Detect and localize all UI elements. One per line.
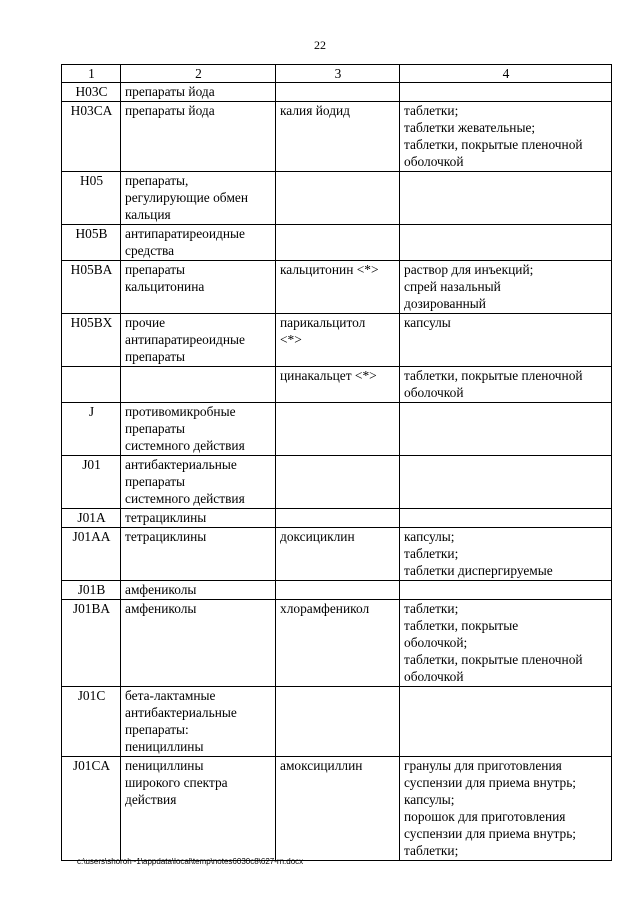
group-line: средства bbox=[125, 243, 175, 258]
dosage-forms-line: порошок для приготовления bbox=[404, 809, 566, 824]
column-header: 3 bbox=[276, 65, 400, 83]
drug-name-cell bbox=[276, 225, 400, 261]
table-row bbox=[62, 367, 612, 403]
group-line: регулирующие обмен bbox=[125, 190, 249, 205]
group-line: препараты bbox=[125, 421, 186, 436]
group-line: антибактериальные bbox=[125, 457, 237, 472]
drug-name-cell bbox=[276, 581, 400, 600]
atc-code-cell: H05B bbox=[62, 225, 121, 261]
atc-code-cell: J01A bbox=[62, 509, 121, 528]
dosage-forms-cell bbox=[400, 83, 612, 102]
table-row bbox=[62, 509, 612, 528]
dosage-forms-line: таблетки; bbox=[404, 546, 459, 561]
drug-name-cell bbox=[276, 314, 400, 367]
atc-code-cell: J01B bbox=[62, 581, 121, 600]
group-line: антипаратиреоидные bbox=[125, 226, 245, 241]
group-cell bbox=[121, 600, 276, 687]
atc-code-cell: H05BX bbox=[62, 314, 121, 367]
drug-name-cell bbox=[276, 83, 400, 102]
group-line: пенициллины bbox=[125, 758, 204, 773]
drug-name-line: калия йодид bbox=[280, 103, 350, 118]
dosage-forms-line: таблетки; bbox=[404, 601, 459, 616]
group-cell bbox=[121, 225, 276, 261]
drug-name-cell bbox=[276, 687, 400, 757]
drug-name-line: хлорамфеникол bbox=[280, 601, 370, 616]
dosage-forms-line: таблетки; bbox=[404, 103, 459, 118]
group-line: тетрациклины bbox=[125, 529, 207, 544]
group-cell bbox=[121, 83, 276, 102]
drug-name-line: парикальцитол bbox=[280, 315, 366, 330]
drug-name-line: <*> bbox=[280, 332, 302, 347]
group-line: антипаратиреоидные bbox=[125, 332, 245, 347]
group-line: препараты bbox=[125, 474, 186, 489]
dosage-forms-cell bbox=[400, 456, 612, 509]
dosage-forms-line: таблетки, покрытые пленочной bbox=[404, 137, 583, 152]
page-number: 22 bbox=[314, 38, 326, 52]
table-row bbox=[62, 225, 612, 261]
group-line: препараты: bbox=[125, 722, 189, 737]
group-cell bbox=[121, 509, 276, 528]
group-line: противомикробные bbox=[125, 404, 236, 419]
group-line: кальцитонина bbox=[125, 279, 205, 294]
dosage-forms-cell bbox=[400, 314, 612, 367]
dosage-forms-cell bbox=[400, 600, 612, 687]
dosage-forms-cell bbox=[400, 509, 612, 528]
dosage-forms-line: оболочкой bbox=[404, 154, 464, 169]
dosage-forms-line: капсулы; bbox=[404, 529, 455, 544]
group-cell bbox=[121, 528, 276, 581]
atc-code-cell: J01C bbox=[62, 687, 121, 757]
dosage-forms-line: таблетки диспергируемые bbox=[404, 563, 553, 578]
group-line: амфениколы bbox=[125, 582, 197, 597]
table-row bbox=[62, 403, 612, 456]
dosage-forms-line: дозированный bbox=[404, 296, 486, 311]
group-cell bbox=[121, 403, 276, 456]
table-row bbox=[62, 528, 612, 581]
group-line: антибактериальные bbox=[125, 705, 237, 720]
drug-name-cell bbox=[276, 172, 400, 225]
column-header: 1 bbox=[62, 65, 121, 83]
dosage-forms-line: спрей назальный bbox=[404, 279, 501, 294]
group-cell bbox=[121, 687, 276, 757]
group-cell bbox=[121, 367, 276, 403]
dosage-forms-line: таблетки жевательные; bbox=[404, 120, 536, 135]
dosage-forms-cell bbox=[400, 687, 612, 757]
table-row bbox=[62, 314, 612, 367]
drug-name-cell bbox=[276, 403, 400, 456]
atc-code-cell: H03CA bbox=[62, 102, 121, 172]
drug-name-line: кальцитонин <*> bbox=[280, 262, 379, 277]
dosage-forms-line: суспензии для приема внутрь; bbox=[404, 775, 577, 790]
group-cell bbox=[121, 102, 276, 172]
drug-name-cell bbox=[276, 456, 400, 509]
dosage-forms-line: таблетки, покрытые пленочной bbox=[404, 368, 583, 383]
atc-code-cell: H03C bbox=[62, 83, 121, 102]
group-line: пенициллины bbox=[125, 739, 204, 754]
drug-name-cell bbox=[276, 367, 400, 403]
group-cell bbox=[121, 261, 276, 314]
table-row bbox=[62, 102, 612, 172]
drug-name-cell bbox=[276, 757, 400, 861]
group-line: широкого спектра bbox=[125, 775, 228, 790]
dosage-forms-line: капсулы; bbox=[404, 792, 455, 807]
table-row bbox=[62, 757, 612, 861]
medicines-table bbox=[61, 64, 612, 861]
atc-code-cell bbox=[62, 367, 121, 403]
column-header: 4 bbox=[400, 65, 612, 83]
drug-name-cell bbox=[276, 102, 400, 172]
group-line: препараты, bbox=[125, 173, 189, 188]
dosage-forms-line: таблетки; bbox=[404, 843, 459, 858]
dosage-forms-cell bbox=[400, 102, 612, 172]
dosage-forms-cell bbox=[400, 528, 612, 581]
drug-name-line: цинакальцет <*> bbox=[280, 368, 377, 383]
group-line: препараты bbox=[125, 349, 186, 364]
group-cell bbox=[121, 314, 276, 367]
dosage-forms-line: таблетки, покрытые bbox=[404, 618, 519, 633]
dosage-forms-line: гранулы для приготовления bbox=[404, 758, 562, 773]
dosage-forms-line: оболочкой bbox=[404, 669, 464, 684]
table-header-row bbox=[62, 65, 612, 83]
drug-name-cell bbox=[276, 600, 400, 687]
group-line: действия bbox=[125, 792, 177, 807]
table-row bbox=[62, 456, 612, 509]
atc-code-cell: J01BA bbox=[62, 600, 121, 687]
group-line: системного действия bbox=[125, 438, 245, 453]
atc-code-cell: J01CA bbox=[62, 757, 121, 861]
group-line: системного действия bbox=[125, 491, 245, 506]
dosage-forms-cell bbox=[400, 225, 612, 261]
group-line: препараты йода bbox=[125, 103, 215, 118]
column-header: 2 bbox=[121, 65, 276, 83]
group-line: бета-лактамные bbox=[125, 688, 216, 703]
dosage-forms-line: оболочкой; bbox=[404, 635, 468, 650]
dosage-forms-line: суспензии для приема внутрь; bbox=[404, 826, 577, 841]
drug-name-line: амоксициллин bbox=[280, 758, 363, 773]
file-path-footer: c:\users\shoroh~1\appdata\local\temp\notes6030c8\627-rn.docx bbox=[77, 857, 304, 866]
drug-name-cell bbox=[276, 509, 400, 528]
dosage-forms-cell bbox=[400, 172, 612, 225]
group-cell bbox=[121, 172, 276, 225]
group-line: препараты bbox=[125, 262, 186, 277]
drug-name-cell bbox=[276, 261, 400, 314]
group-cell bbox=[121, 757, 276, 861]
dosage-forms-line: капсулы bbox=[404, 315, 451, 330]
dosage-forms-cell bbox=[400, 367, 612, 403]
group-cell bbox=[121, 581, 276, 600]
table-row bbox=[62, 172, 612, 225]
atc-code-cell: J bbox=[62, 403, 121, 456]
table-row bbox=[62, 83, 612, 102]
table-row bbox=[62, 261, 612, 314]
dosage-forms-line: таблетки, покрытые пленочной bbox=[404, 652, 583, 667]
atc-code-cell: H05BA bbox=[62, 261, 121, 314]
group-cell bbox=[121, 456, 276, 509]
table-row bbox=[62, 687, 612, 757]
atc-code-cell: H05 bbox=[62, 172, 121, 225]
dosage-forms-cell bbox=[400, 581, 612, 600]
group-line: тетрациклины bbox=[125, 510, 207, 525]
dosage-forms-line: оболочкой bbox=[404, 385, 464, 400]
drug-name-cell bbox=[276, 528, 400, 581]
dosage-forms-cell bbox=[400, 261, 612, 314]
atc-code-cell: J01 bbox=[62, 456, 121, 509]
dosage-forms-line: раствор для инъекций; bbox=[404, 262, 534, 277]
group-line: препараты йода bbox=[125, 84, 215, 99]
atc-code-cell: J01AA bbox=[62, 528, 121, 581]
table-row bbox=[62, 600, 612, 687]
group-line: амфениколы bbox=[125, 601, 197, 616]
group-line: кальция bbox=[125, 207, 171, 222]
group-line: прочие bbox=[125, 315, 166, 330]
dosage-forms-cell bbox=[400, 757, 612, 861]
table-row bbox=[62, 581, 612, 600]
drug-name-line: доксициклин bbox=[280, 529, 355, 544]
dosage-forms-cell bbox=[400, 403, 612, 456]
